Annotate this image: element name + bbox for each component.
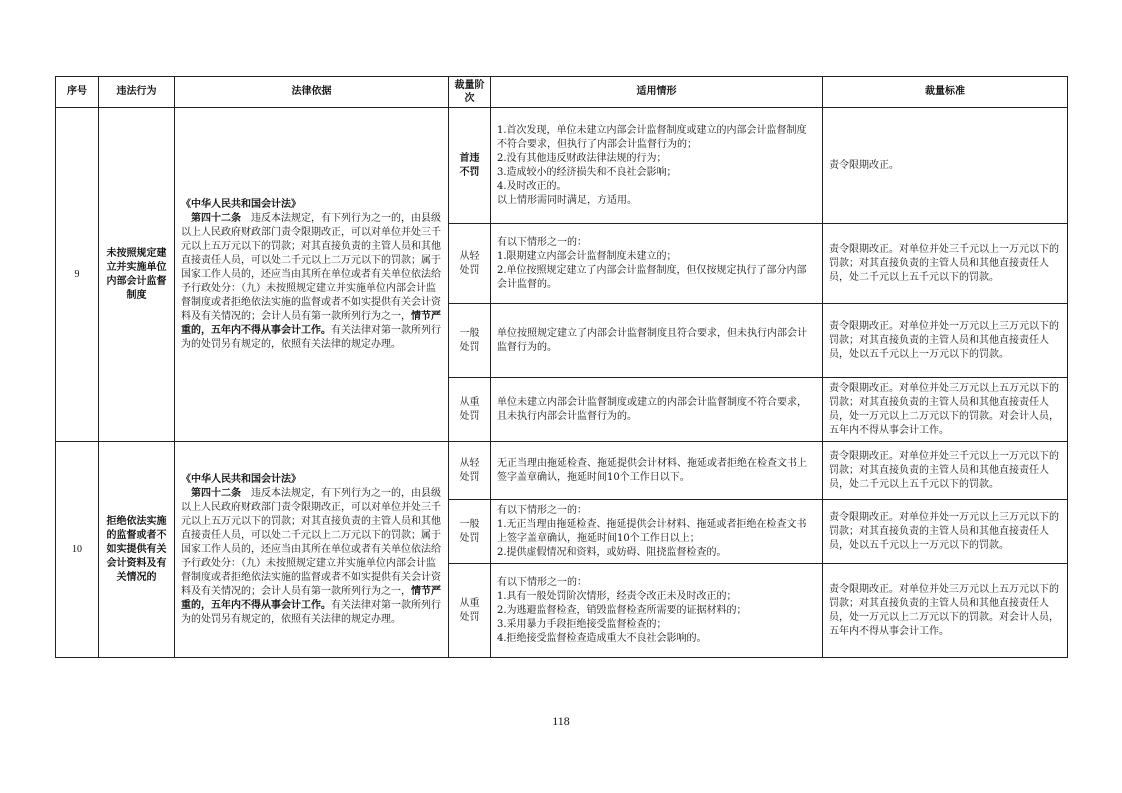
situation-line: 4.拒绝接受监督检查造成重大不良社会影响的。 <box>497 632 707 644</box>
row-number: 9 <box>56 108 99 442</box>
level-label: 从重处罚 <box>449 378 491 442</box>
standard-cell: 责令限期改正。对单位并处三千元以上一万元以下的罚款；对其直接负责的主管人员和其他直接责任人员，处二千元以上五千元以下的罚款。 <box>823 442 1068 500</box>
level-label: 从轻处罚 <box>449 224 491 304</box>
situation-cell <box>491 500 823 564</box>
situation-line: 单位未建立内部会计监督制度或建立的内部会计监督制度不符合要求，且未执行内部会计监督行为的。 <box>497 396 807 422</box>
standard-cell: 责令限期改正。对单位并处一万元以上三万元以下的罚款；对其直接负责的主管人员和其他直接责任人员，处以五千元以上一万元以下的罚款。 <box>823 500 1068 564</box>
law-body <box>181 488 441 625</box>
standard-cell: 责令限期改正。对单位并处一万元以上三万元以下的罚款；对其直接负责的主管人员和其他直接责任人员，处以五千元以上一万元以下的罚款。 <box>823 304 1068 378</box>
law-tail: 有关法律对第一款所列行为的处罚另有规定的，依照有关法律的规定办理。 <box>181 599 441 625</box>
violation-name: 未按照规定建立并实施单位内部会计监督制度 <box>99 108 175 442</box>
standard-cell: 责令限期改正。对单位并处三千元以上一万元以下的罚款；对其直接负责的主管人员和其他直接责任人员，处二千元以上五千元以下的罚款。 <box>823 224 1068 304</box>
table-row <box>56 442 1068 500</box>
level-label: 首违不罚 <box>449 108 491 224</box>
header-row <box>56 77 1068 108</box>
situation-line: 3.造成较小的经济损失和不良社会影响； <box>497 166 677 178</box>
law-title: 《中华人民共和国会计法》 <box>181 198 301 210</box>
level-label: 从重处罚 <box>449 564 491 658</box>
header-situation: 适用情形 <box>491 77 823 108</box>
situation-line: 3.采用暴力手段拒绝接受监督检查的； <box>497 618 667 630</box>
law-article: 第四十二条 <box>191 487 241 499</box>
situation-line: 2.提供虚假情况和资料，或妨碍、阻挠监督检查的。 <box>497 546 727 558</box>
situation-line: 有以下情形之一的： <box>497 236 587 248</box>
situation-line: 以上情形需同时满足，方适用。 <box>497 194 637 206</box>
law-bold-text: 情节严重的，五年内不得从事会计工作。 <box>181 310 441 336</box>
discretion-table <box>55 76 1068 658</box>
violation-name: 拒绝依法实施的监督或者不如实提供有关会计资料及有关情况的 <box>99 442 175 658</box>
header-level: 裁量阶次 <box>449 77 491 108</box>
row-number: 10 <box>56 442 99 658</box>
situation-line: 2.没有其他违反财政法律法规的行为； <box>497 152 667 164</box>
situation-line: 1.具有一般处罚阶次情形，经责令改正未及时改正的； <box>497 590 737 602</box>
situation-cell <box>491 304 823 378</box>
situation-line: 有以下情形之一的： <box>497 576 587 588</box>
standard-cell: 责令限期改正。 <box>823 108 1068 224</box>
situation-line: 1.限期建立内部会计监督制度未建立的； <box>497 250 677 262</box>
law-title: 《中华人民共和国会计法》 <box>181 473 301 485</box>
situation-line: 4.及时改正的。 <box>497 180 567 192</box>
law-bold-text: 情节严重的，五年内不得从事会计工作。 <box>181 585 441 611</box>
situation-line: 2.为逃避监督检查，销毁监督检查所需要的证据材料的； <box>497 604 747 616</box>
law-tail: 有关法律对第一款所列行为的处罚另有规定的，依照有关法律的规定办理。 <box>181 324 441 350</box>
legal-basis <box>175 108 449 442</box>
situation-line: 1.首次发现，单位未建立内部会计监督制度或建立的内部会计监督制度不符合要求，但执行了内部会计监督行为的； <box>497 124 807 150</box>
situation-line: 单位按照规定建立了内部会计监督制度且符合要求，但未执行内部会计监督行为的。 <box>497 327 807 353</box>
level-label: 一般处罚 <box>449 500 491 564</box>
header-violation: 违法行为 <box>99 77 175 108</box>
law-text: 违反本法规定，有下列行为之一的，由县级以上人民政府财政部门责令限期改正，可以对单位并处三千元以上五万元以下的罚款；对其直接负责的主管人员和其他直接责任人员，可以处二千元以上二万元以下的罚款；属于国家工作人员的，还应当由其所在单位或者有关单位依法给予行政处分：（九）未按照规定建立并实施单位内部会计监督制度或者拒绝依法实施的监督或者不如实提供有关会计资料及有关情况的；会计人员有第一款所列行为之一， <box>181 212 441 322</box>
law-body <box>181 213 441 350</box>
legal-basis <box>175 442 449 658</box>
situation-cell <box>491 564 823 658</box>
situation-line: 有以下情形之一的： <box>497 504 587 516</box>
situation-cell <box>491 224 823 304</box>
page-number: 118 <box>552 714 570 728</box>
header-standard: 裁量标准 <box>823 77 1068 108</box>
header-no: 序号 <box>56 77 99 108</box>
situation-cell <box>491 378 823 442</box>
level-label: 从轻处罚 <box>449 442 491 500</box>
situation-line: 1.无正当理由拖延检查、拖延提供会计材料、拖延或者拒绝在检查文书上签字盖章确认，拖延时间10个工作日以上； <box>497 518 807 544</box>
table-row <box>56 108 1068 224</box>
header-basis: 法律依据 <box>175 77 449 108</box>
situation-line: 2.单位按照规定建立了内部会计监督制度，但仅按规定执行了部分内部会计监督的。 <box>497 264 807 290</box>
standard-cell: 责令限期改正。对单位并处三万元以上五万元以下的罚款；对其直接负责的主管人员和其他直接责任人员，处一万元以上二万元以下的罚款。对会计人员，五年内不得从事会计工作。 <box>823 564 1068 658</box>
law-text: 违反本法规定，有下列行为之一的，由县级以上人民政府财政部门责令限期改正，可以对单位并处三千元以上五万元以下的罚款；对其直接负责的主管人员和其他直接责任人员，可以处二千元以上二万元以下的罚款；属于国家工作人员的，还应当由其所在单位或者有关单位依法给予行政处分：（九）未按照规定建立并实施单位内部会计监督制度或者拒绝依法实施的监督或者不如实提供有关会计资料及有关情况的；会计人员有第一款所列行为之一， <box>181 487 441 597</box>
situation-cell <box>491 108 823 224</box>
situation-line: 无正当理由拖延检查、拖延提供会计材料、拖延或者拒绝在检查文书上签字盖章确认，拖延时间10个工作日以下。 <box>497 457 807 483</box>
law-article: 第四十二条 <box>191 212 241 224</box>
standard-cell: 责令限期改正。对单位并处三万元以上五万元以下的罚款；对其直接负责的主管人员和其他直接责任人员，处一万元以上二万元以下的罚款。对会计人员，五年内不得从事会计工作。 <box>823 378 1068 442</box>
situation-cell <box>491 442 823 500</box>
level-label: 一般处罚 <box>449 304 491 378</box>
